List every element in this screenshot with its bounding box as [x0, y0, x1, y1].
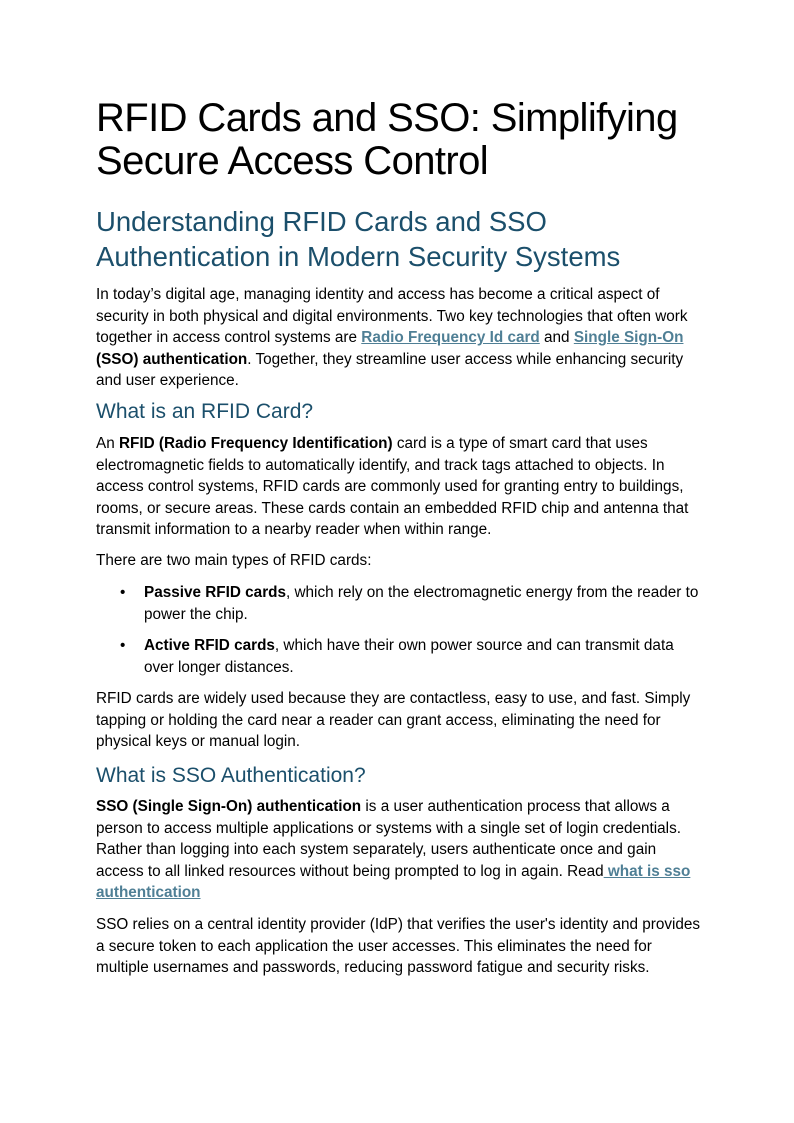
rfid-section-heading: What is an RFID Card?: [96, 400, 314, 423]
single-sign-on-link[interactable]: Single Sign-On: [573, 329, 684, 346]
list-item-text: , which have their own power source and can transmit data over longer distances.: [144, 637, 674, 676]
sso-section-heading: What is SSO Authentication?: [96, 764, 366, 787]
what-is-sso-link[interactable]: what is sso authentication: [96, 862, 691, 901]
bullet-icon: •: [120, 584, 126, 601]
rfid-paragraph-3: RFID cards are widely used because they are contactless, easy to use, and fast. Simply tapping or holding the card near a reader can grant access, eliminating the need for physical keys or manual login.: [96, 690, 691, 750]
rfid-card-link[interactable]: Radio Frequency Id card: [361, 329, 540, 346]
sso-paragraph-2: SSO relies on a central identity provider (IdP) that verifies the user's identity and provides a secure token to each application the user accesses. This eliminates the need for multiple usernames and passwords, reducing password fatigue and security risks.: [96, 916, 701, 976]
sso-p1-rest: is a user authentication process that allows a person to access multiple applications or systems with a single set of login credentials. Rather than logging into each system separately, users authenticate once and gain access to all linked resources without being prompted to log in again. Read: [96, 798, 681, 880]
list-item-text: , which rely on the electromagnetic energy from the reader to power the chip.: [144, 584, 699, 623]
list-item-bold: Active RFID cards: [144, 637, 275, 654]
sso-p1-bold: SSO (Single Sign-On) authentication: [96, 798, 362, 815]
sso-paragraph-1: [96, 796, 706, 904]
page-subtitle: Understanding RFID Cards and SSO Authentication in Modern Security Systems: [96, 206, 621, 272]
rfid-p1-bold: RFID (Radio Frequency Identification): [118, 435, 393, 452]
list-item: [120, 635, 704, 678]
intro-text-3: . Together, they streamline user access while enhancing security and user experience.: [96, 350, 684, 389]
rfid-paragraph-2: There are two main types of RFID cards:: [96, 552, 372, 569]
list-item-bold: Passive RFID cards: [144, 584, 286, 601]
intro-text-2: and: [539, 329, 574, 346]
intro-text-1: In today’s digital age, managing identity and access has become a critical aspect of security in both physical and digital environments. Two key technologies that often work together in access control systems are: [96, 286, 688, 346]
bullet-icon: •: [120, 637, 126, 654]
list-item: [120, 582, 704, 625]
rfid-p1-lead: An: [96, 435, 119, 452]
page-title: RFID Cards and SSO: Simplifying Secure Access Control: [96, 96, 678, 183]
intro-paragraph: [96, 284, 706, 392]
rfid-paragraph-1: [96, 433, 706, 541]
intro-sso-bold: (SSO) authentication: [96, 350, 248, 368]
rfid-p1-rest: card is a type of smart card that uses electromagnetic fields to automatically identify, and track tags attached to objects. In access control systems, RFID cards are commonly used for granting entry to buildings, rooms, or secure areas. These cards contain an embedded RFID chip and antenna that transmit information to a nearby reader when within range.: [96, 435, 689, 538]
